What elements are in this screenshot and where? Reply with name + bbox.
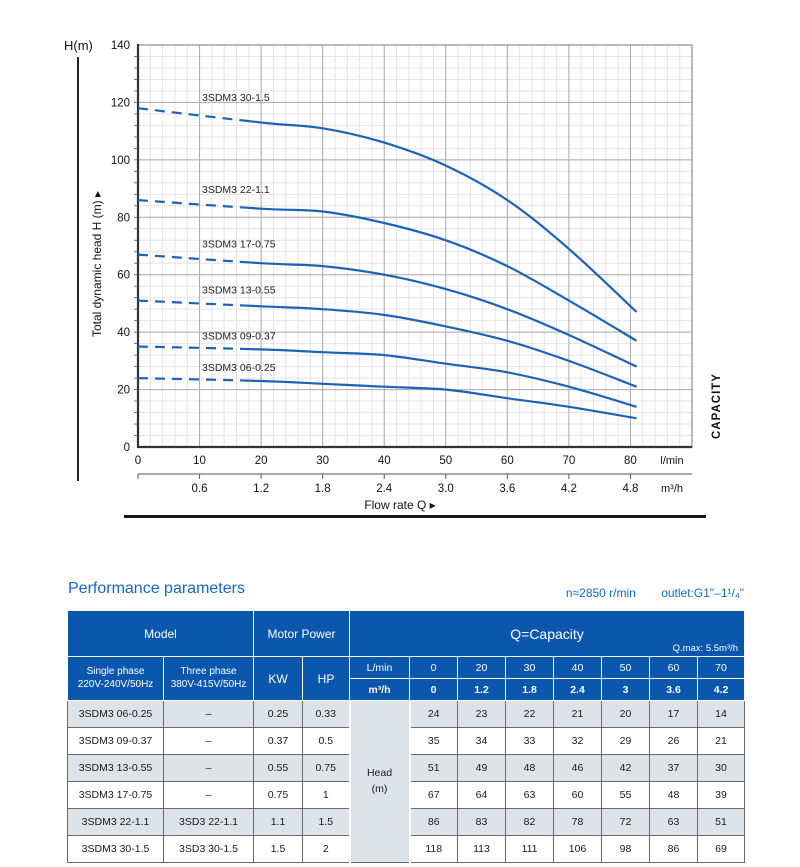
model-single-cell: 3SDM3 17-0.75 (68, 782, 164, 809)
head-value-cell: 49 (458, 755, 506, 782)
head-value-cell: 51 (698, 809, 745, 836)
x-tick-label-lmin: 30 (316, 455, 330, 467)
kw-cell: 0.37 (254, 728, 303, 755)
x-tick-label-m3h: 4.2 (560, 483, 577, 495)
head-value-cell: 118 (410, 836, 458, 863)
curve-label: 3SDM3 17-0.75 (202, 238, 276, 251)
header-single-phase (68, 657, 164, 701)
lmin-value: 50 (602, 657, 650, 679)
section-divider-rule (124, 515, 706, 518)
lmin-value: 20 (458, 657, 506, 679)
header-three-phase (164, 657, 254, 701)
model-single-cell: 3SDM3 30-1.5 (68, 836, 164, 863)
model-three-cell: 3SD3 30-1.5 (164, 836, 254, 863)
lmin-value: 30 (506, 657, 554, 679)
header-motor-power: Motor Power (254, 611, 350, 657)
head-value-cell: 37 (650, 755, 698, 782)
m3h-value: 0 (410, 679, 458, 701)
y-tick-label: 40 (117, 327, 130, 340)
m3h-value: 2.4 (554, 679, 602, 701)
x-tick-label-m3h: 1.8 (314, 483, 331, 495)
kw-cell: 1.1 (254, 809, 303, 836)
x-tick-label-m3h: 4.8 (622, 483, 639, 495)
head-value-cell: 83 (458, 809, 506, 836)
head-value-cell: 60 (554, 782, 602, 809)
m3h-value: 4.2 (698, 679, 745, 701)
x-unit-lmin: l/min (660, 455, 684, 467)
single-phase-line1: Single phase (86, 666, 145, 677)
curve-label: 3SDM3 13-0.55 (202, 284, 276, 297)
header-m3h: m³/h (350, 679, 410, 701)
hp-cell: 2 (303, 836, 350, 863)
outlet-spec: outlet:G1"–1¹/₄" (661, 586, 744, 600)
m3h-value: 1.2 (458, 679, 506, 701)
head-value-cell: 98 (602, 836, 650, 863)
x-tick-label-m3h: 3.0 (437, 483, 454, 495)
head-value-cell: 20 (602, 701, 650, 728)
hp-cell: 0.5 (303, 728, 350, 755)
x-tick-label-lmin: 40 (377, 455, 391, 467)
y-tick-label: 60 (117, 269, 130, 282)
single-phase-line2: 220V-240V/50Hz (77, 678, 154, 690)
curve-label: 3SDM3 30-1.5 (202, 92, 270, 105)
head-value-cell: 17 (650, 701, 698, 728)
model-three-cell: – (164, 755, 254, 782)
capacity-title: Q=Capacity (510, 625, 584, 642)
x-tick-label-m3h: 1.2 (253, 483, 270, 495)
lmin-value: 70 (698, 657, 745, 679)
head-value-cell: 48 (506, 755, 554, 782)
head-value-cell: 69 (698, 836, 745, 863)
header-model: Model (68, 611, 254, 657)
head-value-cell: 35 (410, 728, 458, 755)
hp-cell: 1 (303, 782, 350, 809)
x-tick-label-m3h: 2.4 (376, 483, 393, 495)
header-capacity (350, 611, 745, 657)
capacity-label: CAPACITY (711, 373, 723, 439)
head-value-cell: 113 (458, 836, 506, 863)
head-value-cell: 21 (554, 701, 602, 728)
head-value-cell: 24 (410, 701, 458, 728)
m3h-value: 1.8 (506, 679, 554, 701)
hp-cell: 0.33 (303, 701, 350, 728)
model-three-cell: 3SD3 22-1.1 (164, 809, 254, 836)
curve-3SDM3-22-1.1-solid (138, 200, 637, 341)
head-value-cell: 82 (506, 809, 554, 836)
model-single-cell: 3SDM3 13-0.55 (68, 755, 164, 782)
performance-parameters-table (67, 610, 745, 863)
curve-3SDM3-17-0.75-dashed (138, 255, 637, 367)
header-hp: HP (303, 657, 350, 701)
header-kw: KW (254, 657, 303, 701)
curve-3SDM3-17-0.75-solid (138, 255, 637, 367)
head-label-line1: Head (366, 766, 393, 779)
x-axis-title: Flow rate Q ▸ (364, 498, 436, 512)
x-tick-label-lmin: 20 (254, 455, 268, 467)
head-value-cell: 23 (458, 701, 506, 728)
head-value-cell: 55 (602, 782, 650, 809)
x-tick-label-lmin: 60 (500, 455, 514, 467)
head-value-cell: 86 (410, 809, 458, 836)
model-three-cell: – (164, 728, 254, 755)
head-value-cell: 67 (410, 782, 458, 809)
head-value-cell: 111 (506, 836, 554, 863)
head-value-cell: 63 (650, 809, 698, 836)
x-tick-label-lmin: 10 (193, 455, 206, 467)
lmin-value: 0 (410, 657, 458, 679)
model-single-cell: 3SDM3 06-0.25 (68, 701, 164, 728)
table-subtitle (67, 586, 744, 600)
head-value-cell: 51 (410, 755, 458, 782)
curve-3SDM3-22-1.1-dashed (138, 200, 637, 341)
head-value-cell: 34 (458, 728, 506, 755)
y-tick-label: 140 (110, 40, 130, 52)
head-m-cell (350, 701, 410, 863)
head-value-cell: 21 (698, 728, 745, 755)
head-value-cell: 29 (602, 728, 650, 755)
head-value-cell: 72 (602, 809, 650, 836)
y-tick-label: 20 (117, 384, 130, 397)
head-value-cell: 42 (602, 755, 650, 782)
x-tick-label-lmin: 0 (134, 455, 142, 467)
hp-cell: 1.5 (303, 809, 350, 836)
curve-3SDM3-30-1.5-solid (138, 108, 637, 312)
kw-cell: 0.25 (254, 701, 303, 728)
speed-spec: n≈2850 r/min (565, 586, 636, 600)
x-tick-label-lmin: 50 (439, 455, 453, 467)
y-tick-label: 120 (110, 97, 130, 110)
x-tick-label-m3h: 3.6 (499, 483, 516, 495)
curve-label: 3SDM3 06-0.25 (202, 362, 276, 375)
hp-cell: 0.75 (303, 755, 350, 782)
y-axis-unit-label: H(m) (64, 38, 93, 53)
head-value-cell: 26 (650, 728, 698, 755)
model-single-cell: 3SDM3 09-0.37 (68, 728, 164, 755)
y-axis-decorative-line (77, 57, 79, 481)
x-tick-label-lmin: 80 (624, 455, 637, 467)
head-value-cell: 30 (698, 755, 745, 782)
model-three-cell: – (164, 701, 254, 728)
head-value-cell: 63 (506, 782, 554, 809)
curve-3SDM3-30-1.5-dashed (138, 108, 637, 312)
y-tick-label: 100 (110, 154, 130, 167)
kw-cell: 0.75 (254, 782, 303, 809)
model-single-cell: 3SDM3 22-1.1 (68, 809, 164, 836)
lmin-value: 60 (650, 657, 698, 679)
kw-cell: 1.5 (254, 836, 303, 863)
y-tick-label: 0 (123, 442, 130, 454)
model-three-cell: – (164, 782, 254, 809)
curve-label: 3SDM3 09-0.37 (202, 330, 276, 343)
head-label-line2: (m) (371, 782, 388, 795)
three-phase-line2: 380V-415V/50Hz (170, 678, 247, 690)
y-tick-label: 80 (117, 212, 130, 225)
head-value-cell: 86 (650, 836, 698, 863)
m3h-value: 3 (602, 679, 650, 701)
qmax-note: Q.max: 5.5m³/h (672, 643, 739, 654)
kw-cell: 0.55 (254, 755, 303, 782)
m3h-value: 3.6 (650, 679, 698, 701)
three-phase-line1: Three phase (180, 666, 237, 677)
head-value-cell: 39 (698, 782, 745, 809)
header-lmin: L/min (350, 657, 410, 679)
head-value-cell: 14 (698, 701, 745, 728)
x-unit-m3h: m³/h (661, 483, 683, 495)
head-value-cell: 33 (506, 728, 554, 755)
curve-label: 3SDM3 22-1.1 (202, 184, 270, 197)
head-value-cell: 22 (506, 701, 554, 728)
head-value-cell: 48 (650, 782, 698, 809)
x-tick-label-lmin: 70 (562, 455, 576, 467)
head-value-cell: 106 (554, 836, 602, 863)
x-tick-label-m3h: 0.6 (191, 483, 208, 495)
table-row (68, 701, 745, 728)
head-value-cell: 32 (554, 728, 602, 755)
head-value-cell: 78 (554, 809, 602, 836)
head-value-cell: 64 (458, 782, 506, 809)
table-title: Performance parameters (68, 580, 245, 597)
lmin-value: 40 (554, 657, 602, 679)
y-axis-title: Total dynamic head H (m) ▸ (90, 190, 104, 338)
head-value-cell: 46 (554, 755, 602, 782)
